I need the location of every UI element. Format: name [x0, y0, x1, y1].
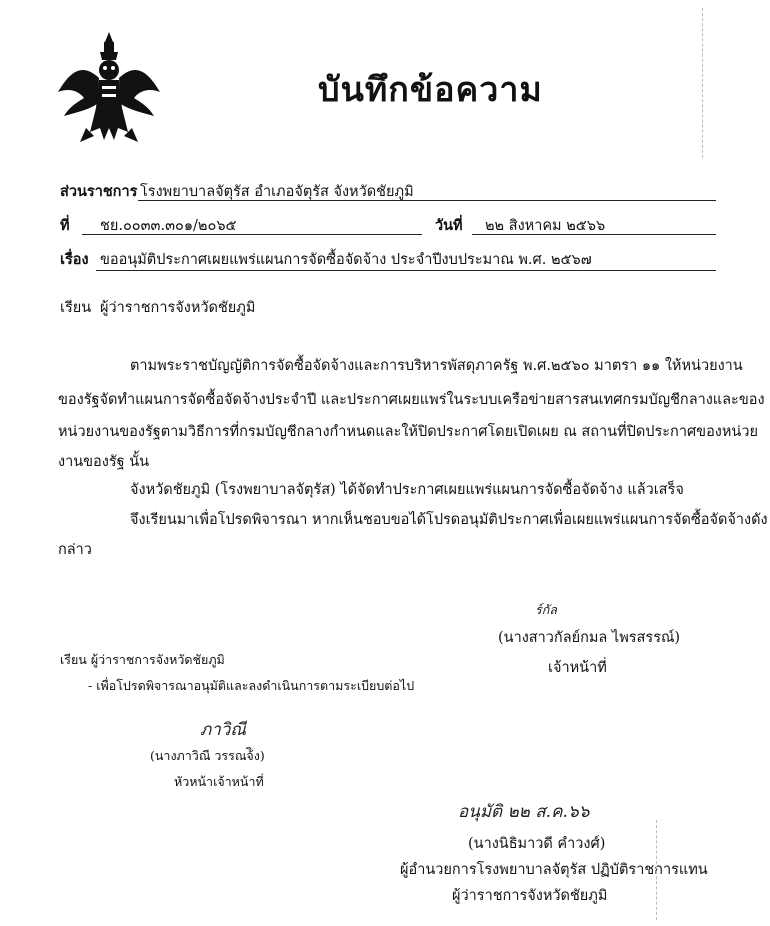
ref-label: ที่: [60, 217, 70, 234]
date-label: วันที่: [435, 217, 463, 234]
body-p3-line2: กล่าว: [58, 542, 92, 558]
signer3-name: (นางนิธิมาวดี คำวงศ์): [468, 836, 606, 852]
garuda-emblem-icon: [50, 28, 168, 146]
scan-edge-line-lower: [656, 820, 657, 920]
subject-value: ขออนุมัติประกาศเผยแพร่แผนการจัดซื้อจัดจ้าง ประจำปีงบประมาณ พ.ศ. ๒๕๖๗: [100, 252, 592, 268]
signer3-position1: ผู้อำนวยการโรงพยาบาลจัตุรัส ปฏิบัติราชการแทน: [400, 862, 708, 878]
agency-value: โรงพยาบาลจัตุรัส อำเภอจัตุรัส จังหวัดชัยภูมิ: [140, 184, 414, 200]
signer1-name: (นางสาวกัลย์กมล ไพรสรรณ์): [498, 630, 681, 646]
endorse-note: - เพื่อโปรดพิจารณาอนุมัติและลงดำเนินการตามระเบียบต่อไป: [88, 678, 415, 693]
endorse-position: หัวหน้าเจ้าหน้าที่: [174, 774, 264, 789]
endorse-to: เรียน ผู้ว่าราชการจังหวัดชัยภูมิ: [60, 652, 225, 667]
body-p1-line4: งานของรัฐ นั้น: [58, 454, 150, 470]
signer1-signature: ร์กัล: [535, 602, 557, 617]
ref-rule: [82, 234, 422, 235]
memo-title: บันทึกข้อความ: [318, 70, 543, 110]
agency-label: ส่วนราชการ: [60, 183, 138, 200]
body-p1-line1: ตามพระราชบัญญัติการจัดซื้อจัดจ้างและการบริหารพัสดุภาครัฐ พ.ศ.๒๕๖๐ มาตรา ๑๑ ให้หน่วยงาน: [130, 358, 743, 374]
agency-rule: [138, 200, 716, 201]
signer1-position: เจ้าหน้าที่: [548, 660, 607, 676]
to-value: ผู้ว่าราชการจังหวัดชัยภูมิ: [100, 300, 256, 316]
signer3-signature: อนุมัติ ๒๒ ส.ค.๖๖: [458, 802, 590, 822]
endorse-signature: ภาวิณี: [200, 720, 247, 740]
scan-edge-line: [702, 8, 703, 158]
body-p1-line2: ของรัฐจัดทำแผนการจัดซื้อจัดจ้างประจำปี และประกาศเผยแพร่ในระบบเครือข่ายสารสนเทศกรมบัญชีกลางและของ: [58, 392, 765, 408]
body-p1-line3: หน่วยงานของรัฐตามวิธีการที่กรมบัญชีกลางกำหนดและให้ปิดประกาศโดยเปิดเผย ณ สถานที่ปิดประกาศของหน่วย: [58, 424, 758, 440]
body-p2: จังหวัดชัยภูมิ (โรงพยาบาลจัตุรัส) ได้จัดทำประกาศเผยแพร่แผนการจัดซื้อจัดจ้าง แล้วเสร็จ: [130, 482, 684, 498]
ref-value: ชย.๐๐๓๓.๓๐๑/๒๐๖๕: [100, 218, 237, 234]
date-rule: [472, 234, 716, 235]
body-p3-line1: จึงเรียนมาเพื่อโปรดพิจารณา หากเห็นชอบขอได้โปรดอนุมัติประกาศเพื่อเผยแพร่แผนการจัดซื้อจัดจ้างดัง: [130, 512, 768, 528]
to-label: เรียน: [60, 300, 92, 316]
endorse-name: (นางภาวิณี วรรณจ้ิง): [150, 748, 265, 763]
date-value: ๒๒ สิงหาคม ๒๕๖๖: [485, 218, 606, 234]
signer3-position2: ผู้ว่าราชการจังหวัดชัยภูมิ: [452, 888, 608, 904]
subject-label: เรื่อง: [60, 251, 89, 268]
subject-rule: [96, 270, 716, 271]
